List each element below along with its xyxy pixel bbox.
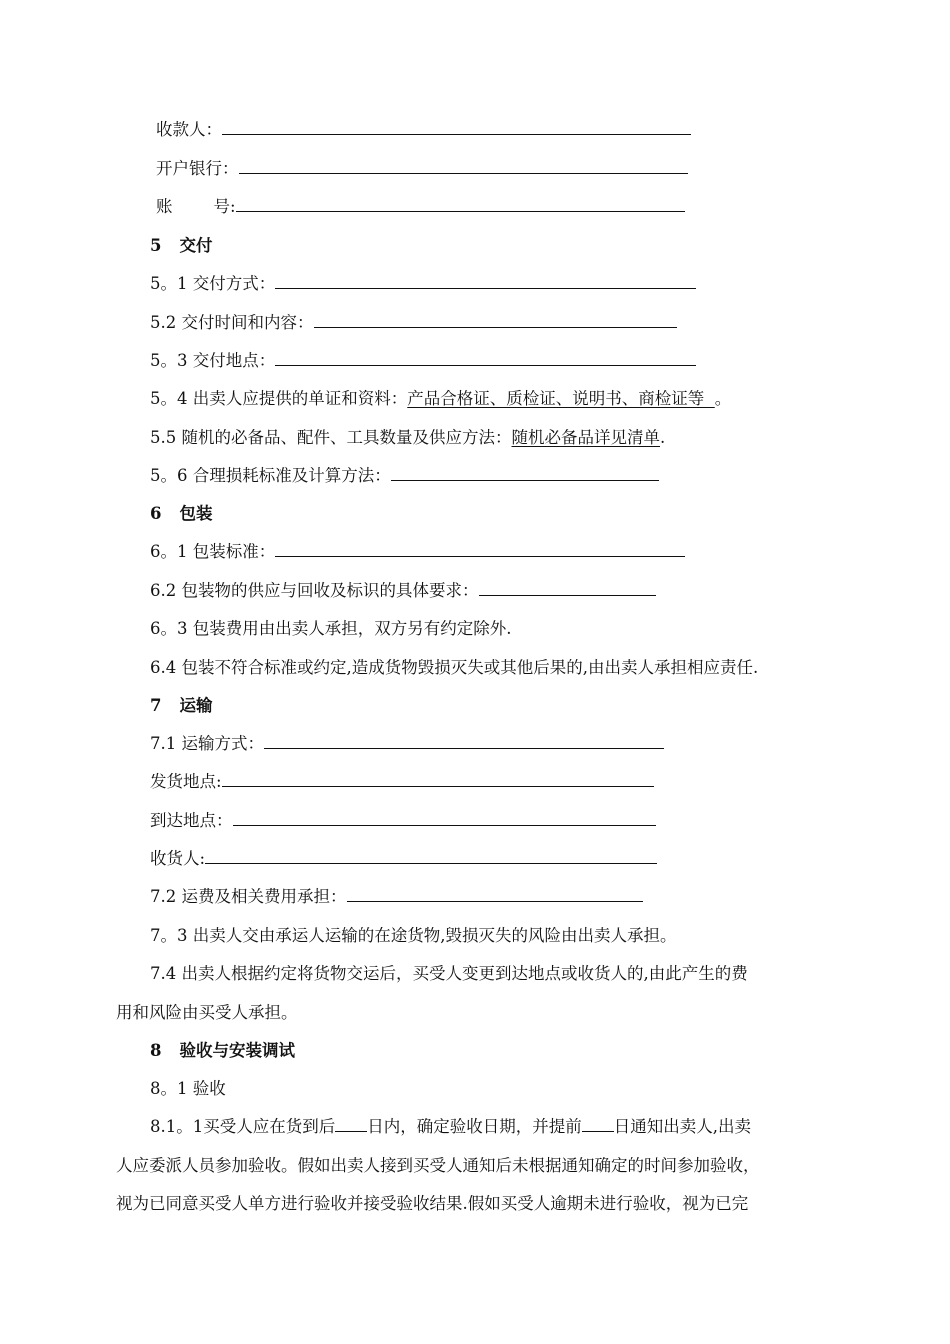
item-7-2 [150,886,643,908]
sub-8-1-text: 8。1 验收 [150,1079,226,1098]
item-5-5-suffix: . [660,428,666,447]
item-7-1-label: 7.1 运输方式： [150,734,264,753]
section-6-heading [150,503,212,525]
item-5-2-label: 5.2 交付时间和内容： [150,313,314,332]
item-6-1-blank [275,541,685,557]
item-5-4-value: 产品合格证、质检证、说明书、商检证等 [407,389,715,408]
item-7-4-text-1: 7.4 出卖人根据约定将货物交运后，买受人变更到达地点或收货人的,由此产生的费 [150,964,748,983]
consignee-blank [205,848,657,864]
item-5-2 [150,312,677,334]
section-5-title: 交付 [179,236,213,255]
item-7-4-line1 [150,963,748,985]
item-5-3-label: 5。3 交付地点： [150,351,276,370]
para-8-1-1-line2 [116,1155,760,1177]
section-7-heading [150,695,212,717]
item-7-3-text: 7。3 出卖人交由承运人运输的在途货物,毁损灭失的风险由出卖人承担。 [150,926,677,945]
item-5-4 [150,388,731,410]
item-6-3 [150,618,512,640]
section-7-number: 7 [150,696,162,715]
item-6-4 [150,657,758,679]
item-6-2 [150,580,656,602]
para-8-1-1-line3 [116,1193,748,1215]
bank-label: 开户银行： [156,159,239,178]
item-5-1-label: 5。1 交付方式： [150,274,276,293]
account-blank [236,196,685,212]
item-5-6 [150,465,659,487]
item-5-5 [150,427,665,449]
ship-from-blank [222,771,654,787]
payee-label: 收款人： [156,120,222,139]
item-5-2-blank [314,312,677,328]
ship-from-label: 发货地点: [150,772,222,791]
bank-blank [239,158,688,174]
item-7-2-blank [347,886,643,902]
para-8-1-1-text-2: 人应委派人员参加验收。假如出卖人接到买受人通知后未根据通知确定的时间参加验收， [116,1156,760,1175]
arrive-blank [233,810,656,826]
item-5-6-label: 5。6 合理损耗标准及计算方法： [150,466,391,485]
item-7-4-text-2: 用和风险由买受人承担。 [116,1003,298,1022]
item-5-1 [150,273,696,295]
item-5-4-label: 5。4 出卖人应提供的单证和资料： [150,389,408,408]
section-6-number: 6 [150,504,162,523]
days-blank-2 [582,1116,614,1132]
item-6-1-label: 6。1 包装标准： [150,542,276,561]
bank-line [156,158,688,180]
item-5-3 [150,350,696,372]
arrive-line [150,810,656,832]
section-7-title: 运输 [179,696,213,715]
item-5-3-blank [275,350,696,366]
item-5-6-blank [391,465,659,481]
section-8-title: 验收与安装调试 [179,1041,295,1060]
section-5-number: 5 [150,236,162,255]
consignee-label: 收货人: [150,849,206,868]
section-6-title: 包装 [179,504,213,523]
item-7-4-line2 [116,1002,298,1024]
para-8-1-1-text-a: 8.1。1买受人应在货到后 [150,1117,336,1136]
account-label-a: 账 [156,197,173,216]
para-8-1-1-line1 [150,1116,751,1138]
section-5-heading [150,235,212,257]
para-8-1-1-text-3: 视为已同意买受人单方进行验收并接受验收结果.假如买受人逾期未进行验收，视为已完 [116,1194,749,1213]
item-7-1 [150,733,664,755]
section-8-heading [150,1040,295,1062]
account-label-b: 号: [213,197,236,216]
item-6-2-blank [479,580,656,596]
item-6-3-text: 6。3 包装费用由出卖人承担，双方另有约定除外. [150,619,512,638]
item-5-5-value: 随机必备品详见清单 [511,428,660,447]
item-6-4-text: 6.4 包装不符合标准或约定,造成货物毁损灭失或其他后果的,由出卖人承担相应责任. [150,658,759,677]
item-6-1 [150,541,685,563]
days-blank-1 [335,1116,367,1132]
sub-8-1 [150,1078,226,1100]
item-5-5-label: 5.5 随机的必备品、配件、工具数量及供应方法： [150,428,512,447]
item-7-1-blank [264,733,664,749]
item-7-2-label: 7.2 运费及相关费用承担： [150,887,347,906]
consignee-line [150,848,657,870]
para-8-1-1-text-c: 日通知出卖人,出卖 [613,1117,751,1136]
payee-line [156,119,691,141]
arrive-label: 到达地点： [150,811,233,830]
item-5-4-suffix: 。 [714,389,732,408]
item-7-3 [150,925,677,947]
account-line [156,196,685,218]
section-8-number: 8 [150,1041,162,1060]
item-5-1-blank [275,273,696,289]
payee-blank [222,119,691,135]
para-8-1-1-text-b: 日内，确定验收日期，并提前 [367,1117,582,1136]
item-6-2-label: 6.2 包装物的供应与回收及标识的具体要求： [150,581,479,600]
ship-from-line [150,771,654,793]
